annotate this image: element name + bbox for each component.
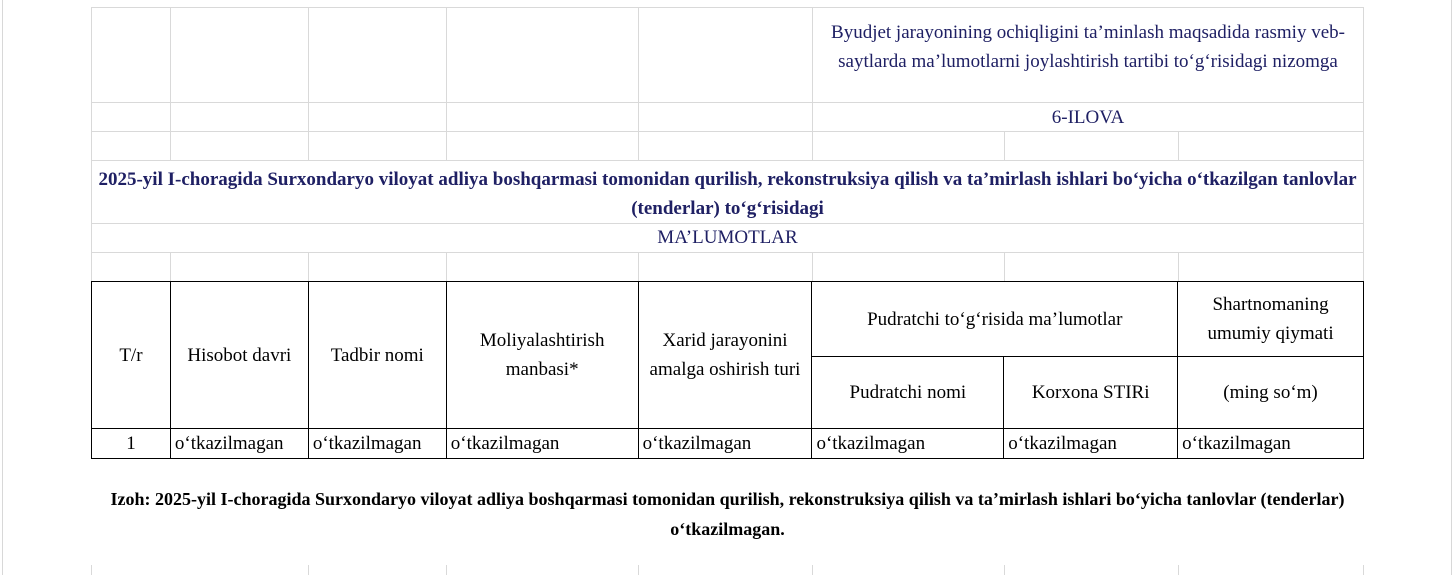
header-contractor-name: Pudratchi nomi xyxy=(812,357,1004,429)
tenders-table xyxy=(91,281,1364,459)
header-period: Hisobot davri xyxy=(170,282,308,429)
cell-tin: o‘tkazilmagan xyxy=(1004,429,1178,459)
cell-period: o‘tkazilmagan xyxy=(170,429,308,459)
cell-contract-value: o‘tkazilmagan xyxy=(1178,429,1364,459)
annex-note: Byudjet jarayonining ochiqligini ta’minlash maqsadida rasmiy veb-saytlarda ma’lumotlarni joylashtirish tartibi to‘g‘risidagi nizomga xyxy=(831,22,1345,72)
header-event: Tadbir nomi xyxy=(308,282,446,429)
header-contract-unit: (ming so‘m) xyxy=(1178,357,1364,429)
cell-funding: o‘tkazilmagan xyxy=(446,429,638,459)
header-procurement: Xarid jarayonini amalga oshirish turi xyxy=(638,282,812,429)
table-row xyxy=(92,429,1364,459)
header-contractor-group: Pudratchi to‘g‘risida ma’lumotlar xyxy=(812,282,1178,357)
table-header-row xyxy=(92,282,1364,357)
header-contract-value: Shartnomaning umumiy qiymati xyxy=(1178,282,1364,357)
sheet-left-edge xyxy=(2,0,3,575)
annex-number: 6-ILOVA xyxy=(1051,107,1125,128)
header-funding: Moliyalashtirish manbasi* xyxy=(446,282,638,429)
sheet-right-edge xyxy=(1451,0,1452,575)
report-title: 2025-yil I-choragida Surxondaryo viloyat adliya boshqarmasi tomonidan qurilish, rekonstruksiya qilish va ta’mirlash ishlari bo‘yicha o‘tkazilgan tanlovlar (tenderlar) to‘g‘risidagi xyxy=(98,169,1357,219)
cell-num: 1 xyxy=(92,429,171,459)
header-num: T/r xyxy=(92,282,171,429)
header-tin: Korxona STIRi xyxy=(1004,357,1178,429)
cell-event: o‘tkazilmagan xyxy=(308,429,446,459)
footnote: Izoh: 2025-yil I-choragida Surxondaryo viloyat adliya boshqarmasi tomonidan qurilish, rekonstruksiya qilish va ta’mirlash ishlari bo‘yicha tanlovlar (tenderlar) o‘tkazilmagan. xyxy=(110,489,1345,539)
cell-procurement: o‘tkazilmagan xyxy=(638,429,812,459)
report-subtitle: MA’LUMOTLAR xyxy=(657,227,798,248)
cell-contractor-name: o‘tkazilmagan xyxy=(812,429,1004,459)
